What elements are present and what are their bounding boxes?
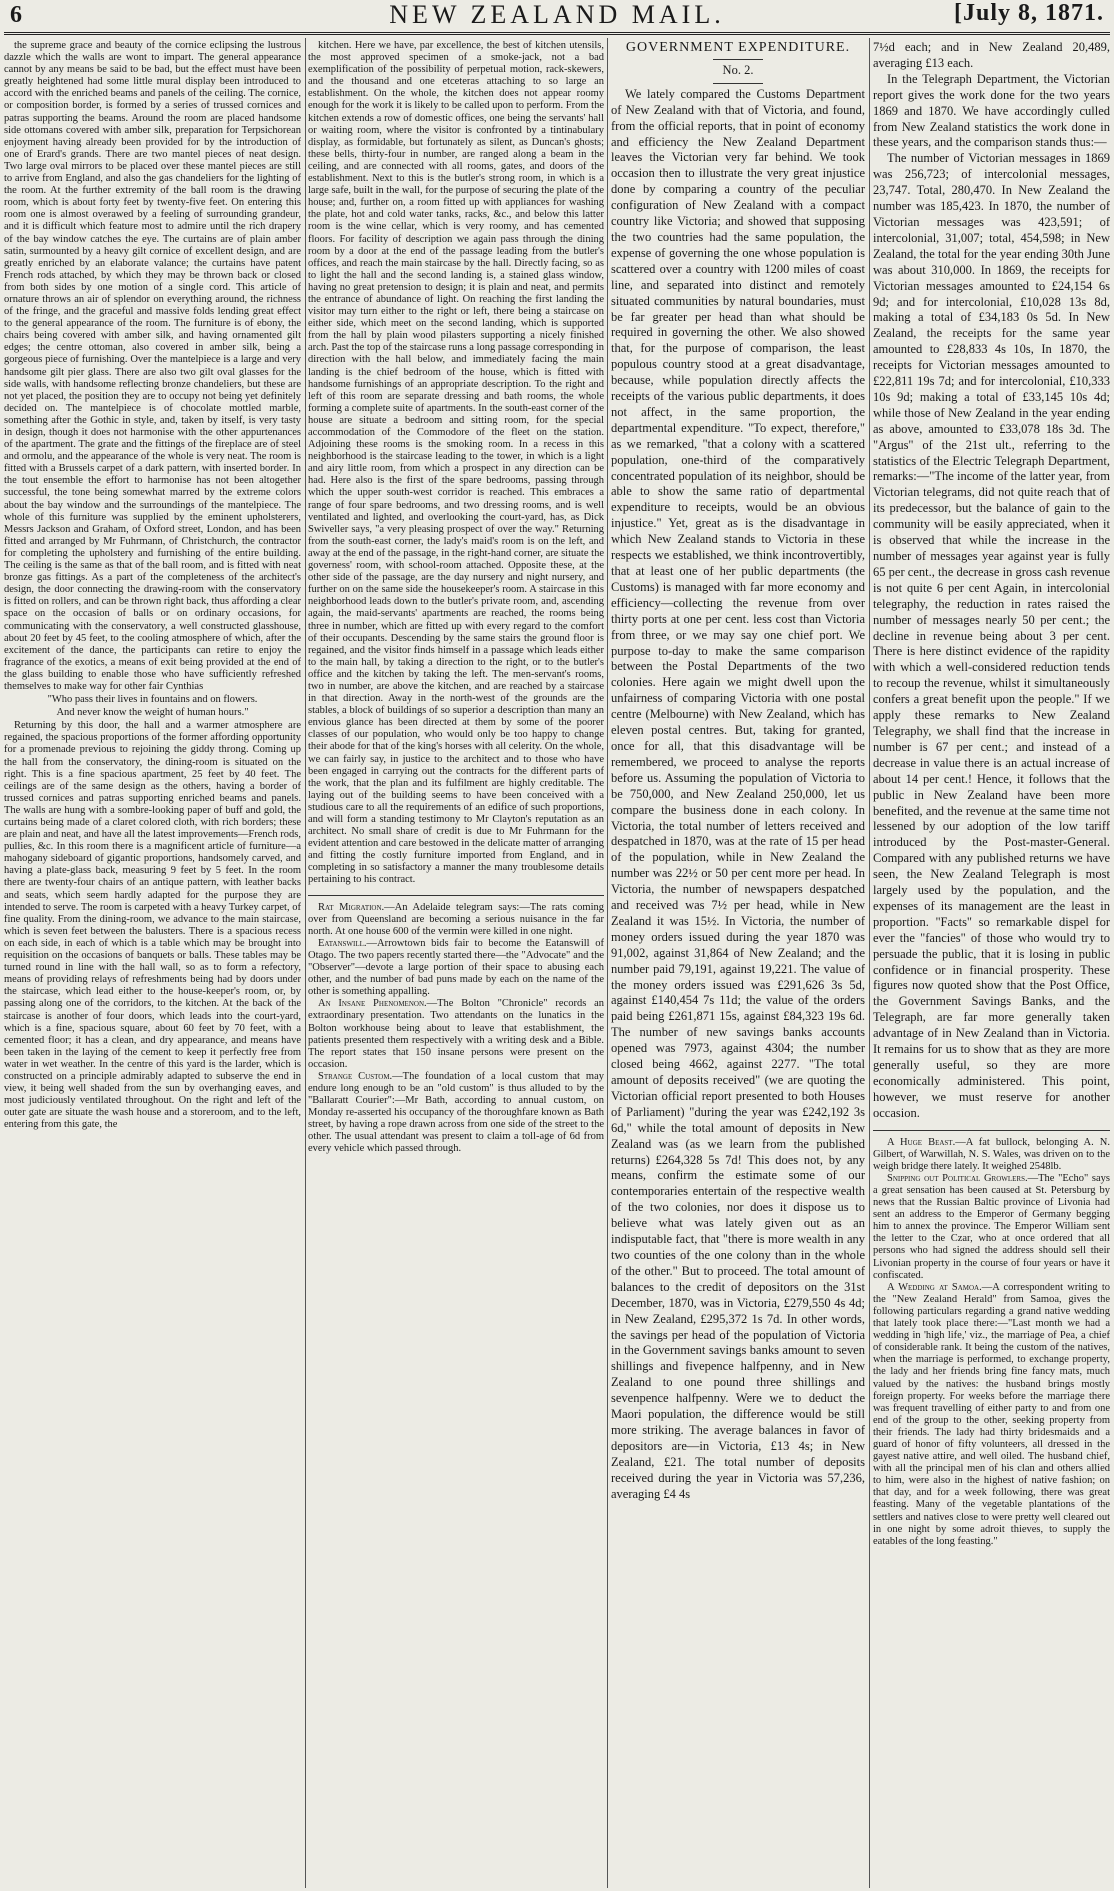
column-4 bbox=[873, 40, 1110, 1885]
column-2 bbox=[308, 40, 604, 1885]
news-body: —A fat bullock, belonging A. N. Gilbert, of Warwillah, N. S. Wales, was driven on to the weigh bridge there lately. It weighed 2548lb. bbox=[873, 1136, 1110, 1172]
article-paragraph: kitchen. Here we have, par excellence, the best of kitchen utensils, the most approved specimen of a smoke-jack, not a bad exemplification of the possibility of perpetual motion, rack-skewers, and the thousand and one etceteras attaching to so large an establishment. On the whole, the kitchen does not appear roomy enough for the work it is likely to be called upon to perform. From the kitchen extends a row of domestic offices, one being the servants' hall or waiting room, where the visitor is confronted by a tintinabulary display, as formidable, but fortunately as silent, as Duncan's ghosts; these bells, thirty-four in number, are ranged along a beam in the ceiling, and are connected with all rooms, gates, and doors of the establishment. Next to this is the butler's strong room, in which is a large safe, built in the wall, for the purpose of securing the plate of the house; and, further on, a room fitted up with appliances for washing the plate, hot and cold water tanks, racks, &c., and below this latter room is the wine cellar, which is very roomy, and has cemented floors. For facility of description we again pass through the dining room by a door at the end of the passage leading from the butler's offices, and reach the main staircase by the hall. Directly facing, so as to light the hall and the second landing is, a stained glass window, having no great pretension to design; it is plain and neat, and permits the entrance of abundance of light. On reaching the first landing the visitor may turn either to the right or left, there being a staircase on either side, which meet on the second landing, which is supported from the hall by plain wood pilasters supporting a nicely finished arch. Past the top of the staircase runs a long passage corresponding in direction with the hall below, and immediately facing the main landing is the chief bedroom of the house, which is fitted with handsome furnishings of an appropriate description. To the right and left of this room are separate dressing and bath rooms, the whole forming a complete suite of apartments. In the south-east corner of the house are situate a bedroom and sitting room, for the special accommodation of the Commodore of the fleet on the station. Adjoining these rooms is the smoking room. In a recess in this neighborhood is the staircase leading to the tower, in which is a light and airy little room, from which a prospect in any direction can be had. Here also is the first of the spare bedrooms, passing through which the upper south-west corridor is reached. This embraces a range of four spare bedrooms, and two dressing rooms, and is well ventilated and lighted, and overlooking the court-yard, has, as Dick Swiveller says, "a very pleasing prospect of over the way." Returning from the south-east corner, the lady's maid's room is on the left, and away at the end of the passage, in the right-hand corner, are situate the governess' room, with school-room attached. Opposite these, at the other side of the passage, are the day nursery and night nursery, and further on on the same side the housekeeper's room. A staircase in this neighborhood leads down to the butler's private room, and, ascending again, the maid-servants' apartments are reached, the rooms being three in number, which are fitted up with every regard to the comfort of their occupants. Descending by the same stairs the ground floor is regained, and the visitor finds himself in a passage which leads either to the main hall, by taking a direction to the right, or to the butler's office and the kitchen by taking the left. The men-servant's rooms, two in number, are above the kitchen, and are reached by a staircase in that direction. Away in the north-west of the grounds are the stables, a block of buildings of so superior a description than many an envious glance has been directed at them by some of the poorer classes of our population, who would only be too happy to change their abode for that of the king's horses with all celerity. On the whole, we can fairly say, in justice to the architect and to those who have been engaged in carrying out the contracts for the different parts of the work, that the plan and its fulfilment are highly creditable. The laying out of the building seems to have been conceived with a studious care to all the requirements of an edifice of such proportions, and will form a standing testimony to Mr Clayton's reputation as an architect. No small share of credit is due to Mr Fuhrmann for the evident attention and care bestowed in the delicate matter of arranging and fitting the costly furniture imported from England, and in completing in so satisfactory a manner the many troublesome details pertaining to his contract. bbox=[308, 40, 604, 886]
news-item bbox=[308, 998, 604, 1071]
article-paragraph: Returning by this door, the hall and a warmer atmosphere are regained, the spacious proportions of the former affording opportunity for a promenade previous to rejoining the giddy throng. Coming up the hall from the conservatory, the dining-room is situated on the right. This is a fine spacious apartment, 25 feet by 40 feet. The ceilings are of the same design as the others, having a border of trussed cornices and patras supporting enriched beams and panels. The walls are hung with a sombre-looking paper of buff and gold, the curtains being made of a claret colored cloth, with rich borders; these are plain and neat, and have all the latest improvements—French rods, pullies, &c. In this room there is a magnificent article of furniture—a mahogany sideboard of gigantic proportions, handsomely carved, and having a plate-glass back, measuring 9 feet by 5 feet. In the room there are twenty-four chairs of an antique pattern, with leather backs and seats, which seem hardly adapted for the purpose they are intended to serve. The room is carpeted with a heavy Turkey carpet, of fine quality. From the dining-room, we advance to the main staircase, which is seven feet between the balusters. There is a spacious recess on each side, in each of which is a table which may be brought into requisition on the occasions of banquets or balls. These tables may be turned round in line with the hall wall, so as to form a refectory, means of providing relays of refreshments being had by doors under the staircase, which lead either to the house-keeper's room, or, by passing along one of the corridors, to the kitchen. At the back of the staircase is another of four doors, which leads into the court-yard, which is a fine, spacious square, about 60 feet by 70 feet, with a cemented floor; it has a clean, and dry appearance, and means have been taken in the laying of the cement to keep it perfectly free from water in wet weather. In the centre of this yard is the larder, which is constructed on a principle admirably adapted to subserve the end in view, it being well shaded from the sun by overhanging eaves, and most judiciously ventilated throughout. On the right and left of the outer gate are situate the wash house and a storeroom, and to the left, entering from this gate, the bbox=[4, 720, 301, 1131]
news-item bbox=[308, 902, 604, 938]
masthead: NEW ZEALAND MAIL. bbox=[389, 0, 725, 29]
article-paragraph: 7½d each; and in New Zealand 20,489, averaging £13 each. bbox=[873, 40, 1110, 70]
page-header bbox=[0, 0, 1114, 30]
article-title: GOVERNMENT EXPENDITURE. bbox=[625, 40, 851, 55]
article-paragraph: The number of Victorian messages in 1869 was 256,723; of intercolonial messages, 23,747. Total, 280,470. In New Zealand the number was 185,423. In 1870, the number of Victorian messages was 423,591; of intercolonial, 31,007; total, 454,598; in New Zealand, the total for the year ending 30th June was about 310,000. In 1869, the receipts for Victorian messages amounted to £24,154 6s 9d; and for intercolonial, £10,028 13s 8d, making a total of £34,183 0s 5d. In New Zealand, the receipts for the same year amounted to £28,833 4s 10s, In 1870, the receipts for Victorian messages amounted to £22,811 19s 7d; and for intercolonial, £10,333 10s 9d; making a total of £33,145 10s 4d; while those of New Zealand in the year ending as above, amounted to £33,078 18s 3d. The "Argus" of the 21st ult., referring to the statistics of the Electric Telegraph Department, remarks:—"The income of the latter year, from Victorian telegrams, did not quite reach that of its predecessor, but the balance of gain to the community will be easily appreciated, when it is observed that while the increase in the number of messages year against year is fully 65 per cent., the decrease in gross cash revenue is not quite 6 per cent Again, in intercolonial telegraphy, the reduction in rates raised the number of messages nearly 50 per cent.; the decline in revenue being about 3 per cent. There is here distinct evidence of the rapidity with which a well-considered reduction tends to recoup the revenue, whilst it simultaneously confers a great benefit upon the people." If we apply these remarks to New Zealand Telegraphy, we shall find that the increase in number is 67 per cent.; and instead of a decrease in value there is an actual increase of about 14 per cent.! Hence, it follows that the public in New Zealand have been more benefited, and the revenue at the same time not lessened by our adoption of the low tariff introduced by the Post-master-General. Compared with any published returns we have seen, the New Zealand Telegraph is most largely used by the population, and the expenses of its management are the least in proportion. "Facts" so remarkable dispel for ever the "fancies" of those who would try to persuade the public, that it is losing in public confidence or in financial prosperity. These figures now quoted show that the Post Office, the Government Savings Banks, and the Telegraph, are far more generally taken advantage of in New Zealand than in Victoria. It remains for us to show that as they are more generally useful, so they are more economically administered. This point, however, we must reserve for another occasion. bbox=[873, 151, 1110, 1120]
page-number: 6 bbox=[10, 2, 22, 28]
article-paragraph: the supreme grace and beauty of the cornice eclipsing the lustrous dazzle which the walls are wont to impart. The general appearance cannot by any means be said to be bad, but the effect must have been greatly heightened had some little mural display been introduced to accord with the enriched beams and panels of the ceiling. The cornice, or composition border, is formed by a series of trussed cornices and patras supporting the beams. Around the room are placed handsome side ottomans covered with amber silk, preparation for Terpsichorean enjoyment having already been provided for by the introduction of one of Erard's grands. There are two mantel pieces of neat design. Two large oval mirrors to be placed over these mantel pieces are still to arrive from England, and also the gas chandeliers for the lighting of the room. At the further extremity of the ball room is the drawing room, which is about forty feet by twenty-five feet. On entering this room one is almost overawed by a feeling of surrounding grandeur, and it is difficult which feature most to admire until the rich drapery of the bay window catches the eye. The curtains are of plain amber satin, surmounted by a heavy gilt cornice of excellent design, and are greatly enriched by an elaborate valance; the curtains have patent French rods attached, by which they may be thrown back or closed from both sides by one motion of a single cord. This article of ornature throws an air of splendor on everything around, the richness of the fringe, and the graceful and massive folds lending great effect to the general appearance of the room. The furniture is of ebony, the chairs being covered with amber silk, and having ornamented gilt edges; the centre ottoman, also covered in amber silk, being a gorgeous piece of furnishing. Over the mantelpiece is a large and very handsome gilt pier glass. There are also two gilt oval glasses for the side walls, with handsome reflecting bronze chandeliers, but these are not yet placed, the position they are to occupy not being yet definitely decided on. The mantelpiece is of chocolate mottled marble, something after the Gothic in style, and, taken by itself, is very tasty in design, though it does not harmonise with the other appurtenances of the apartment. The grate and the fittings of the fireplace are of steel and ormolu, and the appearance of the whole is very neat. The room is fitted with a Brussels carpet of a dark pattern, with inserted border. In the tout ensemble the effort to harmonise has not been altogether successful, the tone being somewhat marred by the extreme colors about the bay window and the surroundings of the mantelpiece. The whole of this furniture was supplied by the eminent upholsterers, Messrs Jackson and Graham, of Oxford street, London, and has been fitted and arranged by Mr Fuhrmann, of Christchurch, the contractor for completing the upholstery and furnishing of the entire building. The ceiling is the same as that of the ball room, and is fitted with neat bronze gas fittings. As a part of the completeness of the architect's design, the door connecting the drawing-room with the conservatory is fitted on rollers, and can be thrown right back, thus affording a clear space on the occasion of balls or on ordinary occasions, for communicating with the conservatory, a well constructed glasshouse, about 20 feet by 45 feet, to the cooling atmosphere of which, after the excitement of the dance, the participants can retire to enjoy the fragrance of the exotics, a means of exit being provided at the end of the glass building to enable those who have sufficiently refreshed themselves to make way for other fair Cynthias bbox=[4, 40, 301, 692]
news-heading: Eatanswill. bbox=[318, 937, 367, 949]
title-rule bbox=[713, 59, 763, 60]
news-heading: Strange Custom. bbox=[318, 1070, 393, 1082]
title-rule bbox=[713, 83, 763, 84]
news-heading: Rat Migration. bbox=[318, 901, 385, 913]
news-heading: Snipping out Political Growlers. bbox=[887, 1172, 1028, 1184]
news-item bbox=[873, 1173, 1110, 1282]
verse-line: "Who pass their lives in fountains and on flowers. bbox=[47, 694, 258, 706]
news-body: —The foundation of a local custom that may endure long enough to be an "old custom" is thus alluded to by the "Ballaratt Courier":—Mr Bath, according to annual custom, on Monday re-asserted his occupancy of the thoroughfare known as Bath street, by having a rope drawn across from one side of the street to the other. The usual attendant was present to claim a toll-age of 6d from every vehicle which passed through. bbox=[308, 1070, 604, 1155]
news-item bbox=[873, 1137, 1110, 1173]
news-item bbox=[308, 1071, 604, 1156]
verse-line: And never know the weight of human hours." bbox=[56, 707, 249, 719]
section-rule bbox=[308, 895, 604, 896]
news-body: —The "Echo" says a great sensation has been caused at St. Petersburg by news that the Russian Baltic province of Livonia had sent an address to the Emperor of Germany begging him to annex the province. The Emperor William sent the letter to the Czar, who at once ordered that all persons who had signed the address should sell their Livonian property in the course of four years or have it confiscated. bbox=[873, 1172, 1110, 1281]
news-body: —The Bolton "Chronicle" records an extraordinary presentation. Two attendants on the lunatics in the Bolton workhouse being about to leave that establishment, the patients presented them respectively with a writing desk and a Bible. The report states that 150 insane persons were present on the occasion. bbox=[308, 998, 604, 1070]
column-1 bbox=[4, 40, 301, 1885]
issue-date: [July 8, 1871. bbox=[953, 0, 1104, 26]
news-item bbox=[873, 1282, 1110, 1548]
news-item bbox=[308, 938, 604, 998]
article-paragraph: In the Telegraph Department, the Victorian report gives the work done for the two years 1869 and 1870. We have accordingly culled from New Zealand statistics the work done in these years, and the comparison stands thus:— bbox=[873, 71, 1110, 150]
column-3 bbox=[611, 40, 865, 1885]
news-body: —Arrowtown bids fair to become the Eatanswill of Otago. The two papers recently started there—the "Advocate" and the "Observer"—devote a large portion of their space to abusing each other, and the number of bad puns made by each on the name of the other is something appalling. bbox=[308, 937, 604, 998]
header-rule bbox=[4, 32, 1110, 35]
news-heading: A Huge Beast. bbox=[887, 1136, 956, 1148]
article-paragraph: We lately compared the Customs Department of New Zealand with that of Victoria, and found, from the official reports, that in point of economy and efficiency the New Zealand Department leaves the Victorian very far behind. We took occasion then to illustrate the very great injustice done by comparing a country of the peculiar configuration of New Zealand with a compact country like Victoria; and showed that supposing the two countries had the same population, the expense of governing the one whose population is scattered over a country with 1200 miles of coast line, and separated into distinct and remotely situated communities by natural boundaries, must be far greater per head than what should be required in governing the other. We also showed that, for the purpose of comparison, the least populous country stood at a great disadvantage, because, while population directly affects the receipts of the various public departments, it does not affect, in the same proportion, the departmental expenditure. "To expect, therefore," as we remarked, "that a colony with a scattered population, one-third of the comparatively concentrated population of its neighbor, should be able to show the same ratio of departmental expenditure to receipts, would be an obvious injustice." Yet, great as is the disadvantage in which New Zealand stands to Victoria in these respects we established, we think incontrovertibly, that at least one of her public departments (the Customs) is managed with far more economy and efficiency—collecting the revenue from over thirty ports at one per cent. less cost than Victoria from three, or we may say one chief port. We purpose to-day to make the same comparison between the Postal Departments of the two colonies. Here again we might dwell upon the unfairness of comparing Victoria with one postal centre (Melbourne) with New Zealand, which has eleven postal centres. But, taking for granted, once for all, that this disadvantage will be remembered, we proceed to analyse the reports before us. Assuming the population of Victoria to be 750,000, and New Zealand 250,000, let us compare the business done in each colony. In Victoria, the total number of letters received and despatched in 1870, was at the rate of 15 per head of the population, while in New Zealand the number was 22½ or 50 per cent more per head. In Victoria, the number of newspapers despatched and received was 7½ per head, while in New Zealand it was 15½. In Victoria, the number of money orders issued during the year 1870 was 91,002, against 31,864 of New Zealand; and the number paid 79,191, against 19,221. The value of the money orders issued was £291,626 3s 5d, against £140,454 7s 11d; the value of the orders paid being £261,871 15s, against £84,323 19s 6d. The number of new savings banks accounts opened was 7973, against 4304; the number closed being 4662, against 2277. "The total amount of deposits received" (we are quoting the Victorian official report presented to both Houses of Parliament) "during the year was £242,192 3s 6d," while the total amount of deposits in New Zealand was (as we learn from the published returns) £264,328 5s 7d! This does not, by any means, confirm the estimate some of our contemporaries entertain of the respective wealth of the two colonies, nor does it dispose us to believe what was lately given out as an indisputable fact, that "there is more wealth in any two counties of the one colony than in the whole of the other." But to proceed. The total amount of balances to the credit of depositors on the 31st December, 1870, was in Victoria, £279,550 4s 4d; in New Zealand, £295,372 1s 7d. In other words, the savings per head of the population of Victoria in the Government savings banks amount to seven shillings and fivepence halfpenny, and in New Zealand to one pound three shillings and sevenpence halfpenny. Were we to deduct the Maori population, the difference would be still more striking. The average balances in favor of depositors are—in Victoria, £13 4s; in New Zealand, £21. The total number of deposits received during the year in Victoria was 57,236, averaging £4 4s bbox=[611, 86, 865, 1501]
news-body: —A correspondent writing to the "New Zealand Herald" from Samoa, gives the following particulars regarding a grand native wedding that lately took place there:—"Last month we had a wedding in 'high life,' viz., the marriage of Pea, a chief of considerable rank. It being the custom of the natives, when the marriage is performed, to exchange property, the lady and her friends bring fine fancy mats, much valued by the natives: the husband brings mostly foreign property. For weeks before the marriage there was frequent travelling of either party to and from one end of the group to the other, seeking property from their friends. The lady had thirty bridesmaids and a guard of honor of fifty volunteers, all dressed in the gayest native attire, and well oiled. The husband chief, with all the principal men of his clan and others allied to him, were also in the highest of native fashion; on that day, and for a week following, there was great feasting. Many of the vegetable plantations of the settlers and natives close to were pretty well cleared out in one night by some adroit thieves, to supply the eatables of the long feasting." bbox=[873, 1281, 1110, 1547]
column-divider bbox=[305, 38, 306, 1888]
section-rule bbox=[873, 1130, 1110, 1131]
news-heading: A Wedding at Samoa. bbox=[887, 1281, 982, 1293]
column-divider bbox=[607, 38, 608, 1888]
article-number: No. 2. bbox=[722, 62, 754, 77]
column-divider bbox=[869, 38, 870, 1888]
news-body: —An Adelaide telegram says:—The rats coming over from Queensland are becoming a serious nuisance in the far north. At one house 600 of the vermin were killed in one night. bbox=[308, 901, 604, 937]
news-heading: An Insane Phenomenon. bbox=[318, 998, 427, 1010]
